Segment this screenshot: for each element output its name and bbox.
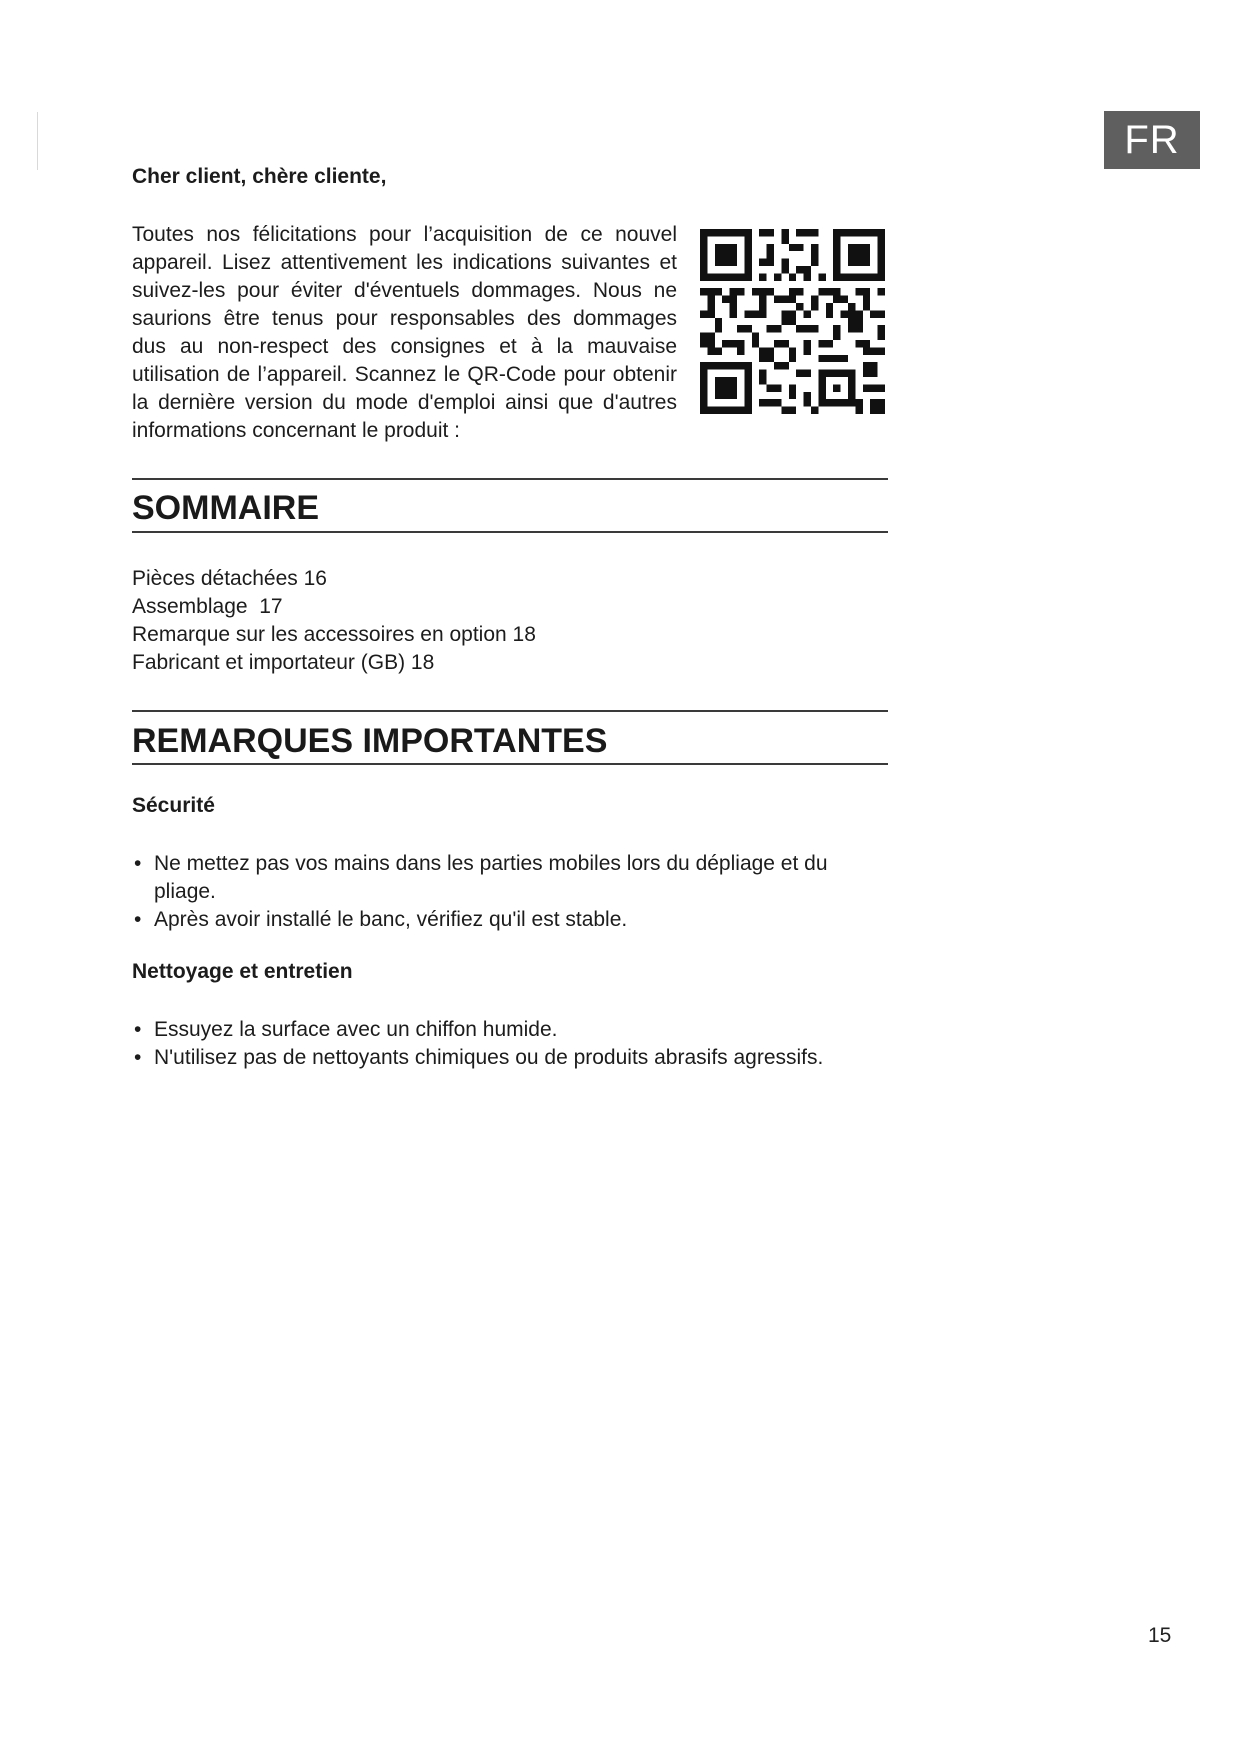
qr-code-icon[interactable] <box>700 229 885 414</box>
sommaire-bottom-rule <box>132 531 888 533</box>
toc-item-pieces[interactable]: Pièces détachées 16 <box>132 567 327 590</box>
securite-item-2: Après avoir installé le banc, vérifiez qu'il est stable. <box>154 908 628 931</box>
toc-item-accessoires[interactable]: Remarque sur les accessoires en option 18 <box>132 623 536 646</box>
bullet-icon: • <box>134 852 142 875</box>
nettoyage-item-1: Essuyez la surface avec un chiffon humide. <box>154 1018 558 1041</box>
sommaire-title: SOMMAIRE <box>132 489 319 527</box>
securite-list <box>132 850 872 934</box>
bullet-icon: • <box>134 1046 142 1069</box>
list-item <box>132 850 872 906</box>
bullet-icon: • <box>134 1018 142 1041</box>
greeting-heading: Cher client, chère cliente, <box>132 165 387 188</box>
remarques-title: REMARQUES IMPORTANTES <box>132 722 608 760</box>
language-badge: FR <box>1104 111 1200 169</box>
table-of-contents <box>132 565 536 677</box>
list-item <box>132 1016 872 1044</box>
toc-item-assemblage[interactable]: Assemblage 17 <box>132 595 283 618</box>
nettoyage-list <box>132 1016 872 1072</box>
nettoyage-item-2: N'utilisez pas de nettoyants chimiques ou de produits abrasifs agressifs. <box>154 1046 824 1069</box>
toc-item-fabricant[interactable]: Fabricant et importateur (GB) 18 <box>132 651 435 674</box>
sommaire-top-rule <box>132 478 888 480</box>
left-margin-line <box>37 112 38 170</box>
list-item <box>132 906 872 934</box>
securite-heading: Sécurité <box>132 794 215 817</box>
list-item <box>132 1044 872 1072</box>
nettoyage-heading: Nettoyage et entretien <box>132 960 353 983</box>
bullet-icon: • <box>134 908 142 931</box>
intro-paragraph: Toutes nos félicitations pour l’acquisition de ce nouvel appareil. Lisez attentivement les indications suivantes et suivez-les pour éviter d'éventuels dommages. Nous ne saurions être tenus pour responsables des dommages dus au non-respect des consignes et à la mauvaise utilisation de l’appareil. Scannez le QR-Code pour obtenir la dernière version du mode d'emploi ainsi que d'autres informations concernant le produit : <box>132 223 677 442</box>
remarques-top-rule <box>132 710 888 712</box>
remarques-bottom-rule <box>132 763 888 765</box>
securite-item-1: Ne mettez pas vos mains dans les parties mobiles lors du dépliage et du pliage. <box>154 852 828 903</box>
page-number: 15 <box>1148 1624 1172 1647</box>
